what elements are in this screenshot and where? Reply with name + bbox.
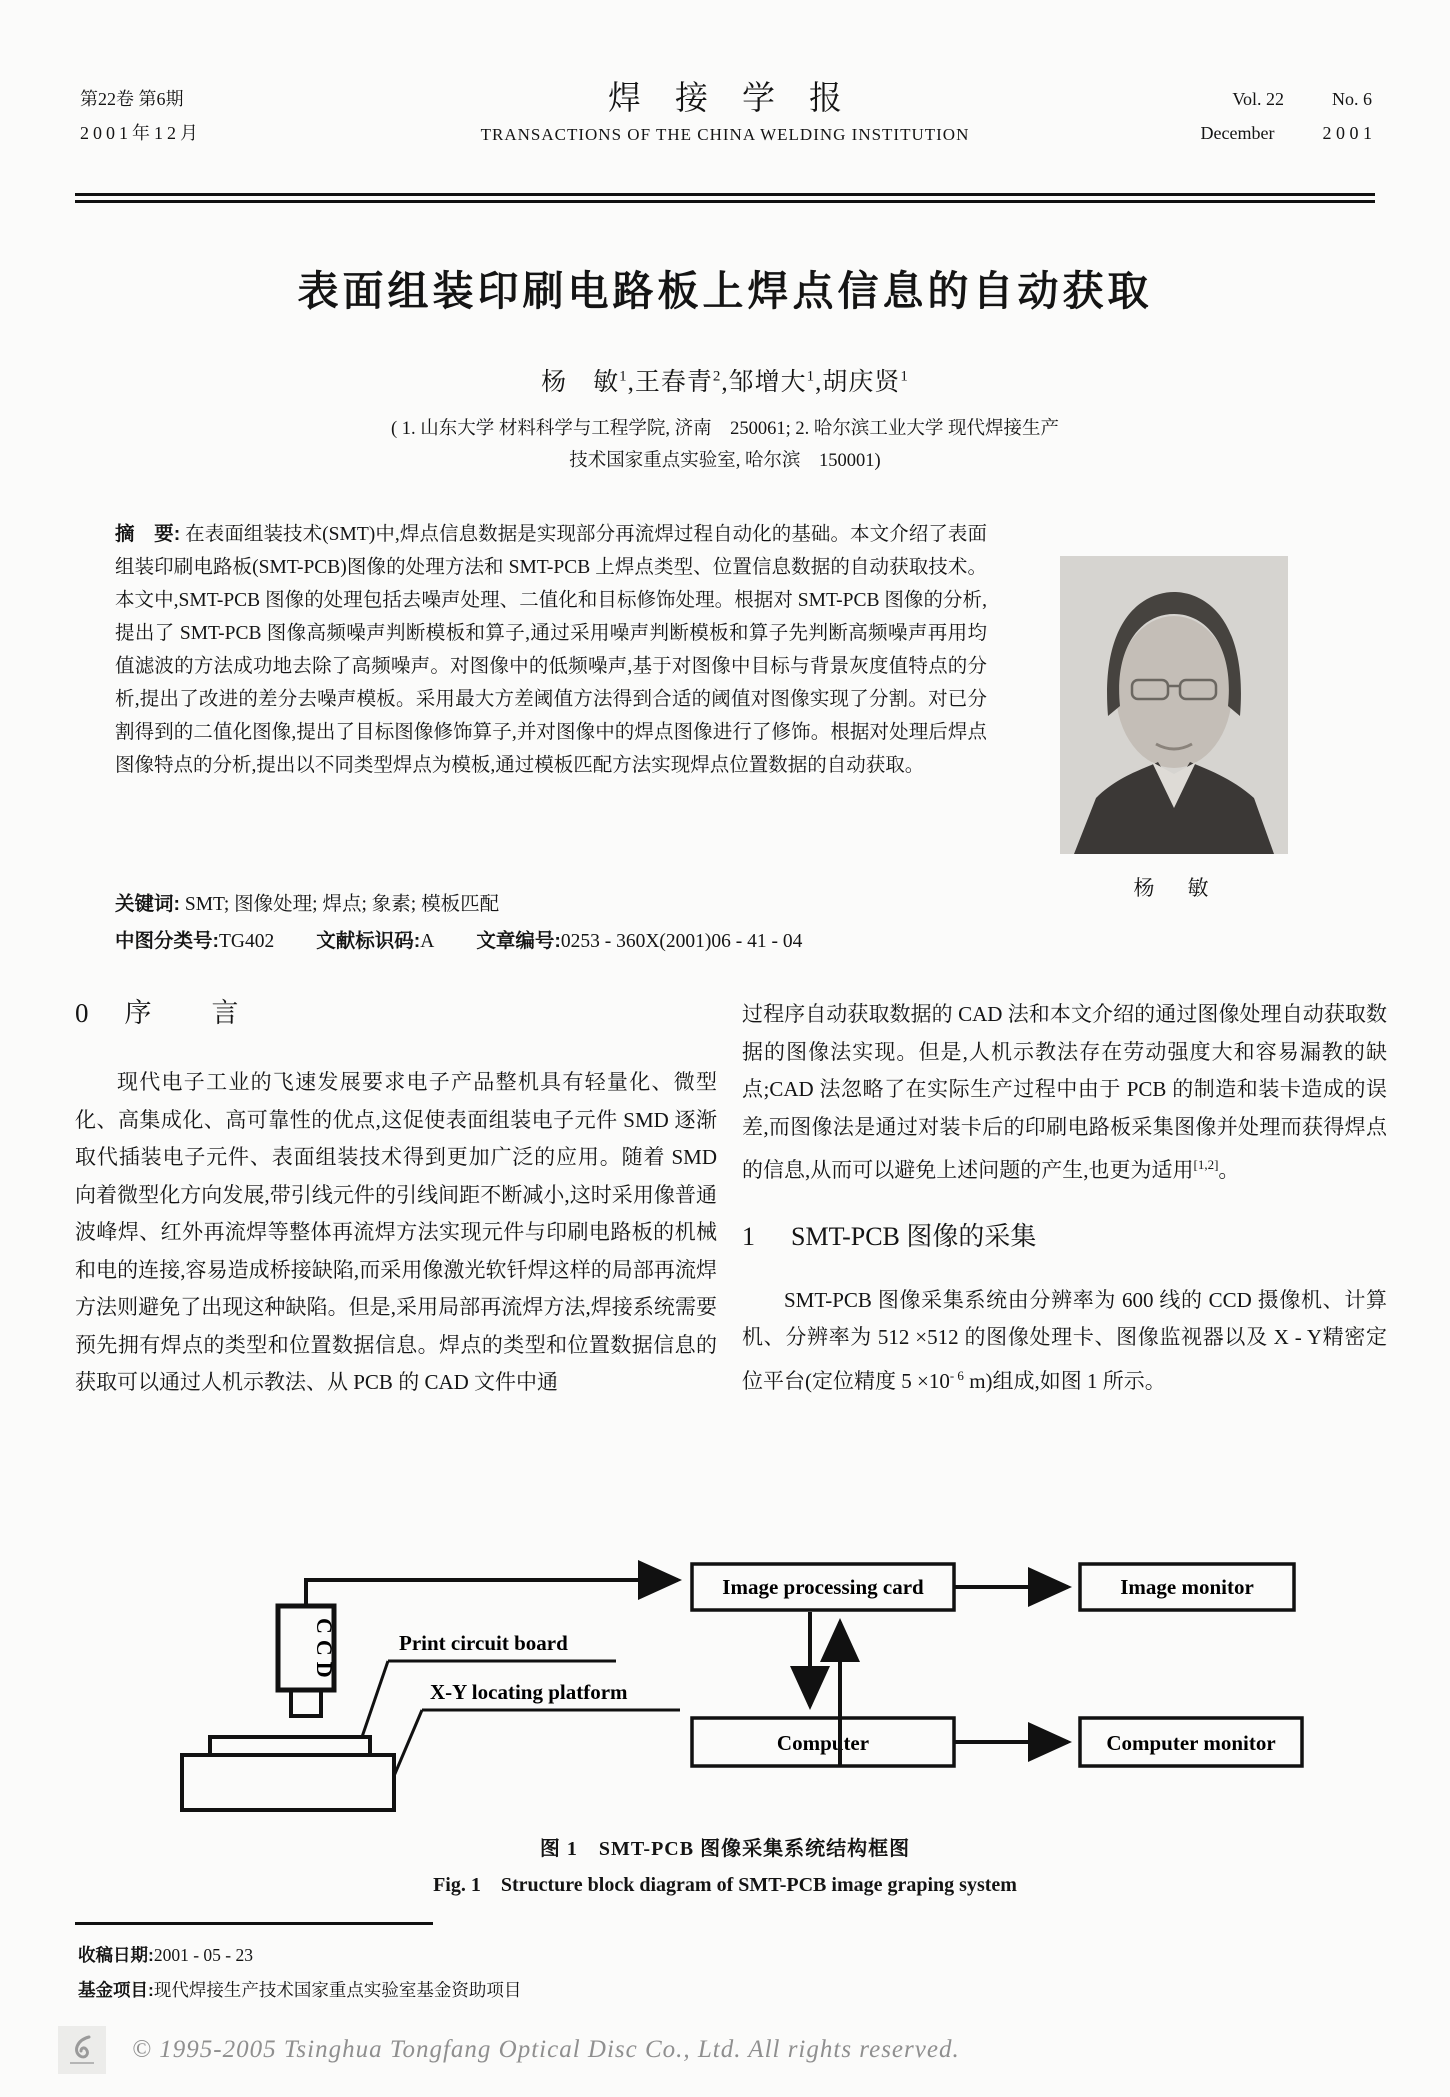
ccd-camera-label: CCD (312, 1618, 337, 1684)
doc-code-value: A (420, 931, 435, 952)
section-1-title: SMT-PCB 图像的采集 (791, 1221, 1037, 1251)
year-en: 2 0 0 1 (1322, 123, 1372, 143)
month-en: December (1200, 123, 1275, 143)
body-column-right (742, 996, 1387, 1400)
article-id-label: 文章编号: (476, 930, 561, 952)
clc-label: 中图分类号: (115, 930, 219, 952)
journal-volume-issue-en (1201, 82, 1372, 150)
section-0-paragraph-continued: 过程序自动获取数据的 CAD 法和本文介绍的通过图像处理自动获取数据的图像法实现。但是,人机示教法存在劳动强度大和容易漏教的缺点;CAD 法忽略了在实际生产过程中由于 PCB 的制造和装卡造成的误差,而图像法是通过对装卡后的印刷电路板采集图像并处理而获得焊点的信息,从而可以避免上述问题的产生,也更为适用[1,2]。 (742, 1002, 1387, 1182)
footnote-rule (75, 1922, 433, 1925)
citation-ref: [1,2] (1193, 1157, 1219, 1172)
exponent: - 6 (949, 1367, 964, 1383)
keywords-line (115, 888, 987, 916)
received-date-value: 2001 - 05 - 23 (153, 1945, 253, 1965)
author-portrait-image (1060, 556, 1288, 854)
date-cn: 2001年12月 (80, 123, 202, 143)
label-xy-locating-platform: X-Y locating platform (430, 1680, 628, 1704)
keywords-text: SMT; 图像处理; 焊点; 象素; 模板匹配 (184, 894, 500, 915)
abstract (115, 518, 987, 782)
affiliation-line-2: 技术国家重点实验室, 哈尔滨 150001) (569, 451, 881, 471)
ccd-lens (291, 1690, 321, 1716)
block-diagram (92, 1560, 1362, 1815)
clc-value: TG402 (219, 931, 275, 952)
no-en: No. 6 (1332, 89, 1372, 109)
author: ,邹增大 (721, 369, 807, 396)
tsinghua-tongfang-logo-icon (58, 2026, 106, 2074)
section-1-heading (742, 1220, 1387, 1254)
fund-project-value: 现代焊接生产技术国家重点实验室基金资助项目 (153, 1980, 522, 2000)
platform-base (182, 1755, 394, 1810)
section-0-title: 序 言 (124, 998, 241, 1028)
header-double-rule (75, 193, 1375, 203)
ccd-to-card-arrow (306, 1580, 678, 1606)
keywords-label: 关键词: (115, 893, 180, 915)
figure-caption-cn: 图 1 SMT-PCB 图像采集系统结构框图 (539, 1838, 911, 1860)
box-image-processing-card: Image processing card (722, 1575, 924, 1599)
abstract-label: 摘 要: (115, 523, 181, 545)
body-column-left (75, 996, 717, 1402)
author: ,王春青 (627, 369, 713, 396)
classification-line (115, 925, 1095, 953)
author: ,胡庆贤 (815, 369, 901, 396)
journal-title-en: TRANSACTIONS OF THE CHINA WELDING INSTITUTION (480, 125, 970, 144)
article-title: 表面组装印刷电路板上焊点信息的自动获取 (297, 268, 1153, 314)
box-image-monitor: Image monitor (1120, 1575, 1254, 1599)
section-1-paragraph: SMT-PCB 图像采集系统由分辨率为 600 线的 CCD 摄像机、计算机、分辨率为 512 ×512 的图像处理卡、图像监视器以及 X - Y精密定位平台(定位精度 5 ×10$^{- 6}$ m)组成,如图 1 所示。 (742, 1287, 1387, 1393)
fund-project-label: 基金项目: (78, 1980, 154, 2000)
copyright-watermark (58, 2026, 960, 2074)
article-id-value: 0253 - 360X(2001)06 - 41 - 04 (560, 931, 803, 952)
author-photo (1060, 556, 1288, 854)
section-0-heading (75, 996, 717, 1030)
box-computer-monitor: Computer monitor (1106, 1731, 1276, 1755)
section-0-paragraph: 现代电子工业的飞速发展要求电子产品整机具有轻量化、微型化、高集成化、高可靠性的优点,这促使表面组装电子元件 SMD 逐渐取代插装电子元件、表面组装技术得到更加广泛的应用。随着 SMD 向着微型化方向发展,带引线元件的引线间距不断减小,这时采用像普通波峰焊、红外再流焊等整体再流焊方法实现元件与印刷电路板的机械和电的连接,容易造成桥接缺陷,而采用像激光软钎焊这样的局部再流焊方法则避免了出现这种缺陷。但是,采用局部再流焊方法,焊接系统需要预先拥有焊点的类型和位置数据信息。焊点的类型和位置数据信息的获取可以通过人机示教法、从 PCB 的 CAD 文件中通 (75, 1070, 717, 1394)
photo-caption: 杨 敏 (1133, 876, 1215, 900)
label-print-circuit-board: Print circuit board (399, 1631, 568, 1655)
section-1-number: 1 (742, 1221, 755, 1251)
fund-project-line (78, 1977, 521, 2002)
doc-code-label: 文献标识码: (316, 930, 421, 952)
figure-1-diagram (92, 1560, 1362, 1815)
vol-en: Vol. 22 (1232, 89, 1284, 109)
author-line: 杨 敏$^1$,王春青$^2$,邹增大$^1$,胡庆贤$^1$ (541, 368, 909, 396)
section-0-number: 0 (75, 998, 91, 1028)
author: 杨 敏 (541, 369, 620, 396)
pcb-plate (210, 1737, 370, 1755)
copyright-text: © 1995-2005 Tsinghua Tongfang Optical Disc Co., Ltd. All rights reserved. (132, 2036, 960, 2063)
received-date-line (78, 1942, 253, 1967)
box-computer: Computer (776, 1731, 870, 1755)
volume-issue-cn: 第22卷 第6期 (80, 89, 184, 109)
received-date-label: 收稿日期: (78, 1945, 154, 1965)
journal-title-cn: 焊接学报 (608, 81, 876, 117)
abstract-text: 在表面组装技术(SMT)中,焊点信息数据是实现部分再流焊过程自动化的基础。本文介绍了表面组装印刷电路板(SMT-PCB)图像的处理方法和 SMT-PCB 上焊点类型、位置信息数据的自动获取技术。本文中,SMT-PCB 图像的处理包括去噪声处理、二值化和目标修饰处理。根据对 SMT-PCB 图像的分析,提出了 SMT-PCB 图像高频噪声判断模板和算子,通过采用噪声判断模板和算子先判断高频噪声再用均值滤波的方法成功地去除了高频噪声。对图像中的低频噪声,基于对图像中目标与背景灰度值特点的分析,提出了改进的差分去噪声模板。采用最大方差阈值方法得到合适的阈值对图像实现了分割。对已分割得到的二值化图像,提出了目标图像修饰算子,并对图像中的焊点图像进行了修饰。根据对处理后焊点图像特点的分析,提出以不同类型焊点为模板,通过模板匹配方法实现焊点位置数据的自动获取。 (115, 524, 987, 776)
affiliation-line-1: ( 1. 山东大学 材料科学与工程学院, 济南 250061; 2. 哈尔滨工业大学 现代焊接生产 (390, 419, 1060, 439)
figure-caption-en: Fig. 1 Structure block diagram of SMT-PCB image graping system (433, 1874, 1017, 1896)
